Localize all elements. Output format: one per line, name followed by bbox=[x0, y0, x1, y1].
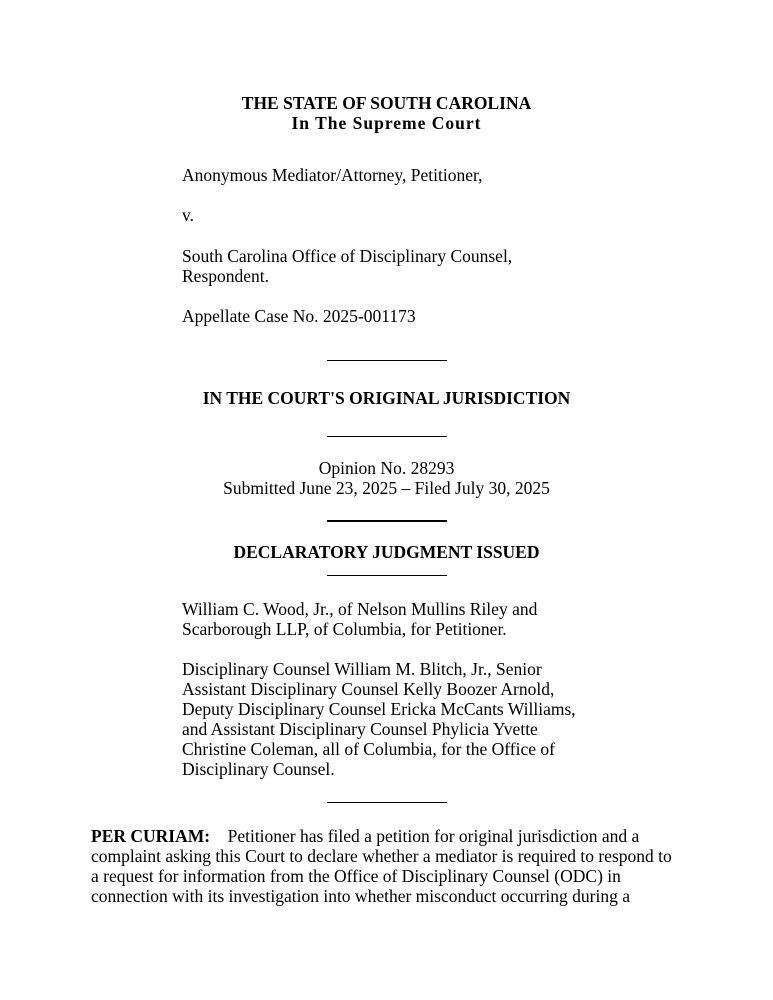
petitioner-caption: Anonymous Mediator/Attorney, Petitioner, bbox=[182, 165, 483, 185]
divider-rule-1 bbox=[327, 360, 447, 361]
per-curiam-first-line bbox=[91, 826, 731, 846]
versus-caption: v. bbox=[182, 205, 194, 225]
divider-rule-2 bbox=[327, 436, 447, 437]
appellate-case-number: Appellate Case No. 2025-001173 bbox=[182, 306, 416, 326]
per-curiam-label: PER CURIAM: bbox=[91, 826, 211, 846]
state-heading: THE STATE OF SOUTH CAROLINA bbox=[241, 93, 532, 113]
respondent-counsel-line: and Assistant Disciplinary Counsel Phylicia Yvette bbox=[182, 719, 538, 739]
petitioner-counsel bbox=[182, 599, 642, 639]
per-curiam-first-line-text: Petitioner has filed a petition for original jurisdiction and a bbox=[227, 826, 640, 846]
divider-rule-3 bbox=[327, 520, 447, 522]
opinion-dates: Submitted June 23, 2025 – Filed July 30, 2025 bbox=[223, 478, 550, 498]
respondent-counsel-line: Deputy Disciplinary Counsel Ericka McCants Williams, bbox=[182, 699, 576, 719]
respondent-counsel-line: Assistant Disciplinary Counsel Kelly Boozer Arnold, bbox=[182, 679, 555, 699]
petitioner-counsel-line: William C. Wood, Jr., of Nelson Mullins Riley and bbox=[182, 599, 538, 619]
jurisdiction-heading: IN THE COURT'S ORIGINAL JURISDICTION bbox=[202, 388, 571, 408]
per-curiam-line: connection with its investigation into whether misconduct occurring during a bbox=[91, 886, 630, 906]
divider-rule-4 bbox=[327, 575, 447, 576]
per-curiam-line: a request for information from the Office of Disciplinary Counsel (ODC) in bbox=[91, 866, 621, 886]
respondent-caption-line-2: Respondent. bbox=[182, 266, 270, 286]
per-curiam-line: complaint asking this Court to declare whether a mediator is required to respond to bbox=[91, 846, 672, 866]
petitioner-counsel-line: Scarborough LLP, of Columbia, for Petitioner. bbox=[182, 619, 507, 639]
per-curiam-paragraph bbox=[91, 826, 731, 906]
court-heading: In The Supreme Court bbox=[291, 113, 482, 133]
respondent-counsel bbox=[182, 659, 642, 779]
divider-rule-5 bbox=[327, 802, 447, 803]
respondent-caption-line-1: South Carolina Office of Disciplinary Counsel, bbox=[182, 246, 513, 266]
opinion-number: Opinion No. 28293 bbox=[318, 458, 455, 478]
respondent-counsel-line: Disciplinary Counsel. bbox=[182, 759, 335, 779]
disposition-heading: DECLARATORY JUDGMENT ISSUED bbox=[233, 542, 540, 562]
respondent-counsel-line: Christine Coleman, all of Columbia, for the Office of bbox=[182, 739, 555, 759]
respondent-counsel-line: Disciplinary Counsel William M. Blitch, Jr., Senior bbox=[182, 659, 542, 679]
